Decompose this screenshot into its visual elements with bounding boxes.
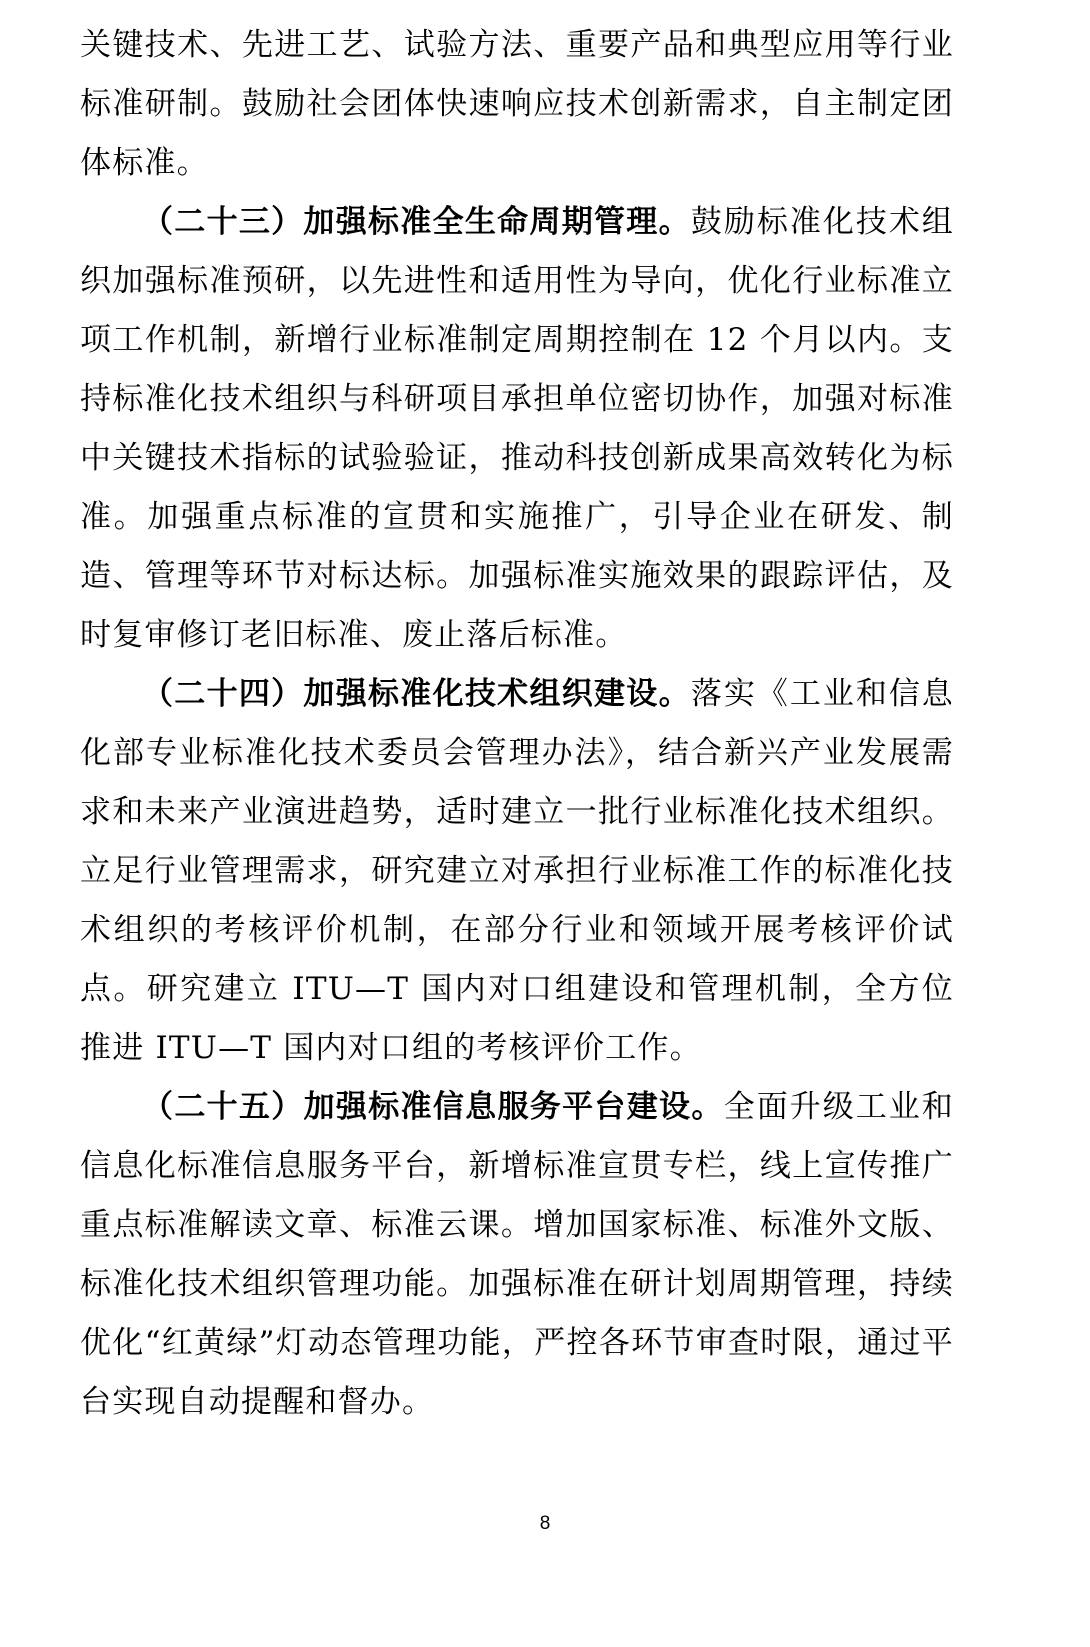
paragraph-section-23	[80, 193, 954, 665]
section-heading-23: （二十三）加强标准全生命周期管理。	[142, 204, 691, 240]
paragraph-continuation	[80, 16, 954, 193]
section-heading-24: （二十四）加强标准化技术组织建设。	[142, 676, 691, 712]
paragraph-section-25	[80, 1078, 954, 1432]
paragraph-text: 鼓励标准化技术组织加强标准预研，以先进性和适用性为导向，优化行业标准立项工作机制，新增行业标准制定周期控制在 12 个月以内。支持标准化技术组织与科研项目承担单位密切协作，加强对标准中关键技术指标的试验验证，推动科技创新成果高效转化为标准。加强重点标准的宣贯和实施推广，引导企业在研发、制造、管理等环节对标达标。加强标准实施效果的跟踪评估，及时复审修订老旧标准、废止落后标准。	[80, 204, 954, 653]
page-number: 8	[539, 1513, 551, 1534]
paragraph-text: 落实《工业和信息化部专业标准化技术委员会管理办法》，结合新兴产业发展需求和未来产业演进趋势，适时建立一批行业标准化技术组织。立足行业管理需求，研究建立对承担行业标准工作的标准化技术组织的考核评价机制，在部分行业和领域开展考核评价试点。研究建立 ITU—T 国内对口组建设和管理机制，全方位推进 ITU—T 国内对口组的考核评价工作。	[80, 676, 954, 1066]
paragraph-section-24	[80, 665, 954, 1078]
document-body	[80, 16, 954, 1432]
section-heading-25: （二十五）加强标准信息服务平台建设。	[142, 1089, 724, 1125]
paragraph-text: 关键技术、先进工艺、试验方法、重要产品和典型应用等行业标准研制。鼓励社会团体快速响应技术创新需求，自主制定团体标准。	[80, 27, 954, 181]
paragraph-text: 全面升级工业和信息化标准信息服务平台，新增标准宣贯专栏，线上宣传推广重点标准解读文章、标准云课。增加国家标准、标准外文版、标准化技术组织管理功能。加强标准在研计划周期管理，持续优化“红黄绿”灯动态管理功能，严控各环节审查时限，通过平台实现自动提醒和督办。	[80, 1089, 955, 1420]
